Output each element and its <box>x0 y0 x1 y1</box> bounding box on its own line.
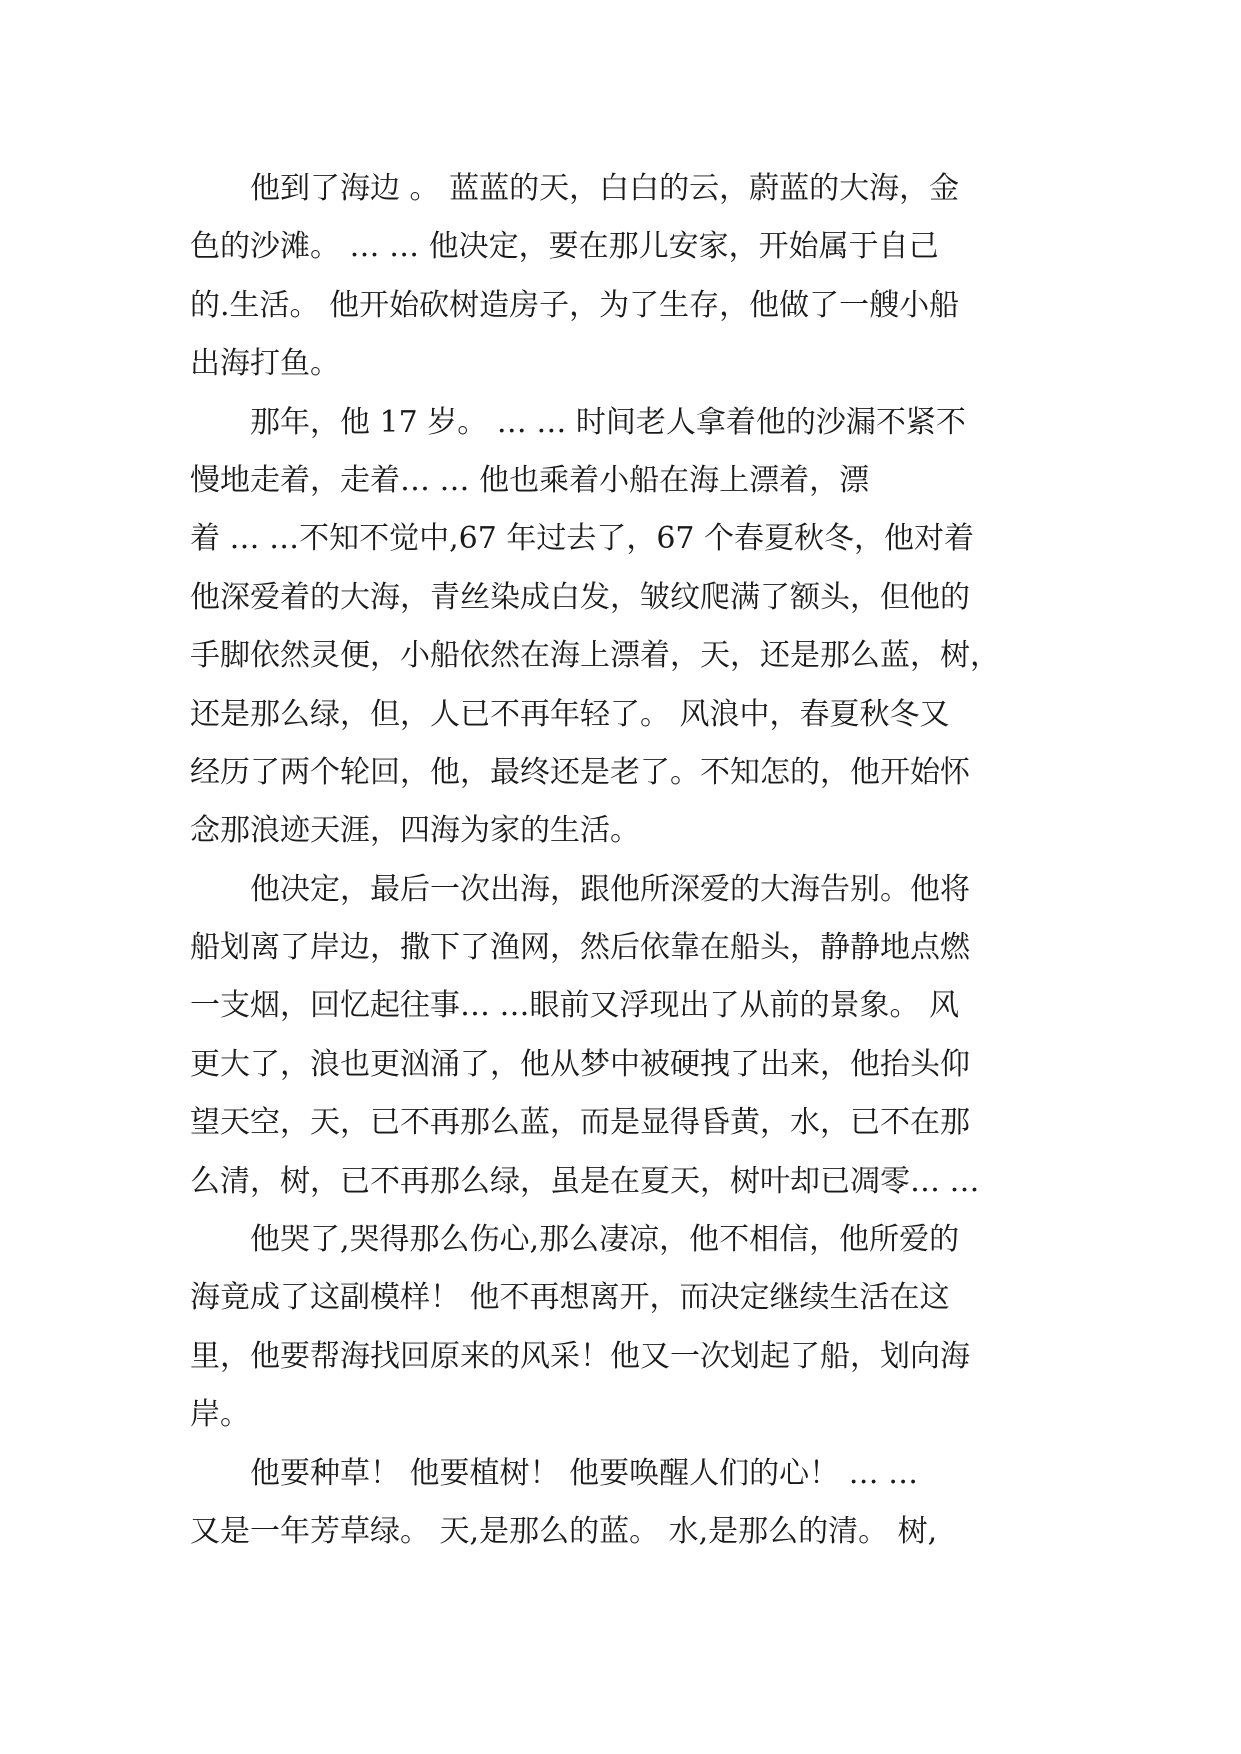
text-line: 慢地走着，走着… … 他也乘着小船在海上漂着，漂 <box>190 462 870 498</box>
text-line: 一支烟，回忆起往事… …眼前又浮现出了从前的景象。 风 <box>190 988 960 1024</box>
text-line: 的.生活。 他开始砍树造房子，为了生存，他做了一艘小船 <box>190 287 960 323</box>
text-line: 那年，他 17 岁。 … … 时间老人拿着他的沙漏不紧不 <box>190 404 966 440</box>
text-line: 手脚依然灵便，小船依然在海上漂着，天，还是那么蓝，树， <box>190 638 1000 674</box>
text-line: 经历了两个轮回，他，最终还是老了。不知怎的，他开始怀 <box>190 754 970 790</box>
text-line: 还是那么绿，但，人已不再年轻了。 风浪中，春夏秋冬又 <box>190 696 950 732</box>
text-line: 他哭了,哭得那么伤心,那么凄凉，他不相信，他所爱的 <box>190 1222 960 1258</box>
text-line: 又是一年芳草绿。 天,是那么的蓝。 水,是那么的清。 树, <box>190 1513 938 1549</box>
text-line: 他深爱着的大海，青丝染成白发，皱纹爬满了额头，但他的 <box>190 579 970 615</box>
text-line: 船划离了岸边，撒下了渔网，然后依靠在船头，静静地点燃 <box>190 930 970 966</box>
text-line: 他要种草！ 他要植树！ 他要唤醒人们的心！ … … <box>190 1455 919 1491</box>
text-line: 里，他要帮海找回原来的风采！他又一次划起了船，划向海 <box>190 1338 970 1374</box>
text-line: 望天空，天，已不再那么蓝，而是显得昏黄，水，已不在那 <box>190 1105 970 1141</box>
text-line: 出海打鱼。 <box>190 346 340 382</box>
body-text <box>190 160 1050 1561</box>
text-line: 他到了海边 。 蓝蓝的天，白白的云，蔚蓝的大海，金 <box>190 171 960 206</box>
text-line: 念那浪迹天涯，四海为家的生活。 <box>190 813 640 849</box>
text-line: 他决定，最后一次出海，跟他所深爱的大海告别。他将 <box>190 871 970 907</box>
text-line: 么清，树，已不再那么绿，虽是在夏天，树叶却已凋零… … <box>190 1163 980 1199</box>
text-line: 色的沙滩。 … … 他决定，要在那儿安家，开始属于自己 <box>190 229 939 265</box>
text-line: 海竟成了这副模样！ 他不再想离开，而决定继续生活在这 <box>190 1280 950 1316</box>
text-line: 着 … …不知不觉中,67 年过去了，67 个春夏秋冬，他对着 <box>190 521 975 557</box>
text-line: 岸。 <box>190 1397 250 1433</box>
text-line: 更大了，浪也更汹涌了，他从梦中被硬拽了出来，他抬头仰 <box>190 1046 970 1082</box>
